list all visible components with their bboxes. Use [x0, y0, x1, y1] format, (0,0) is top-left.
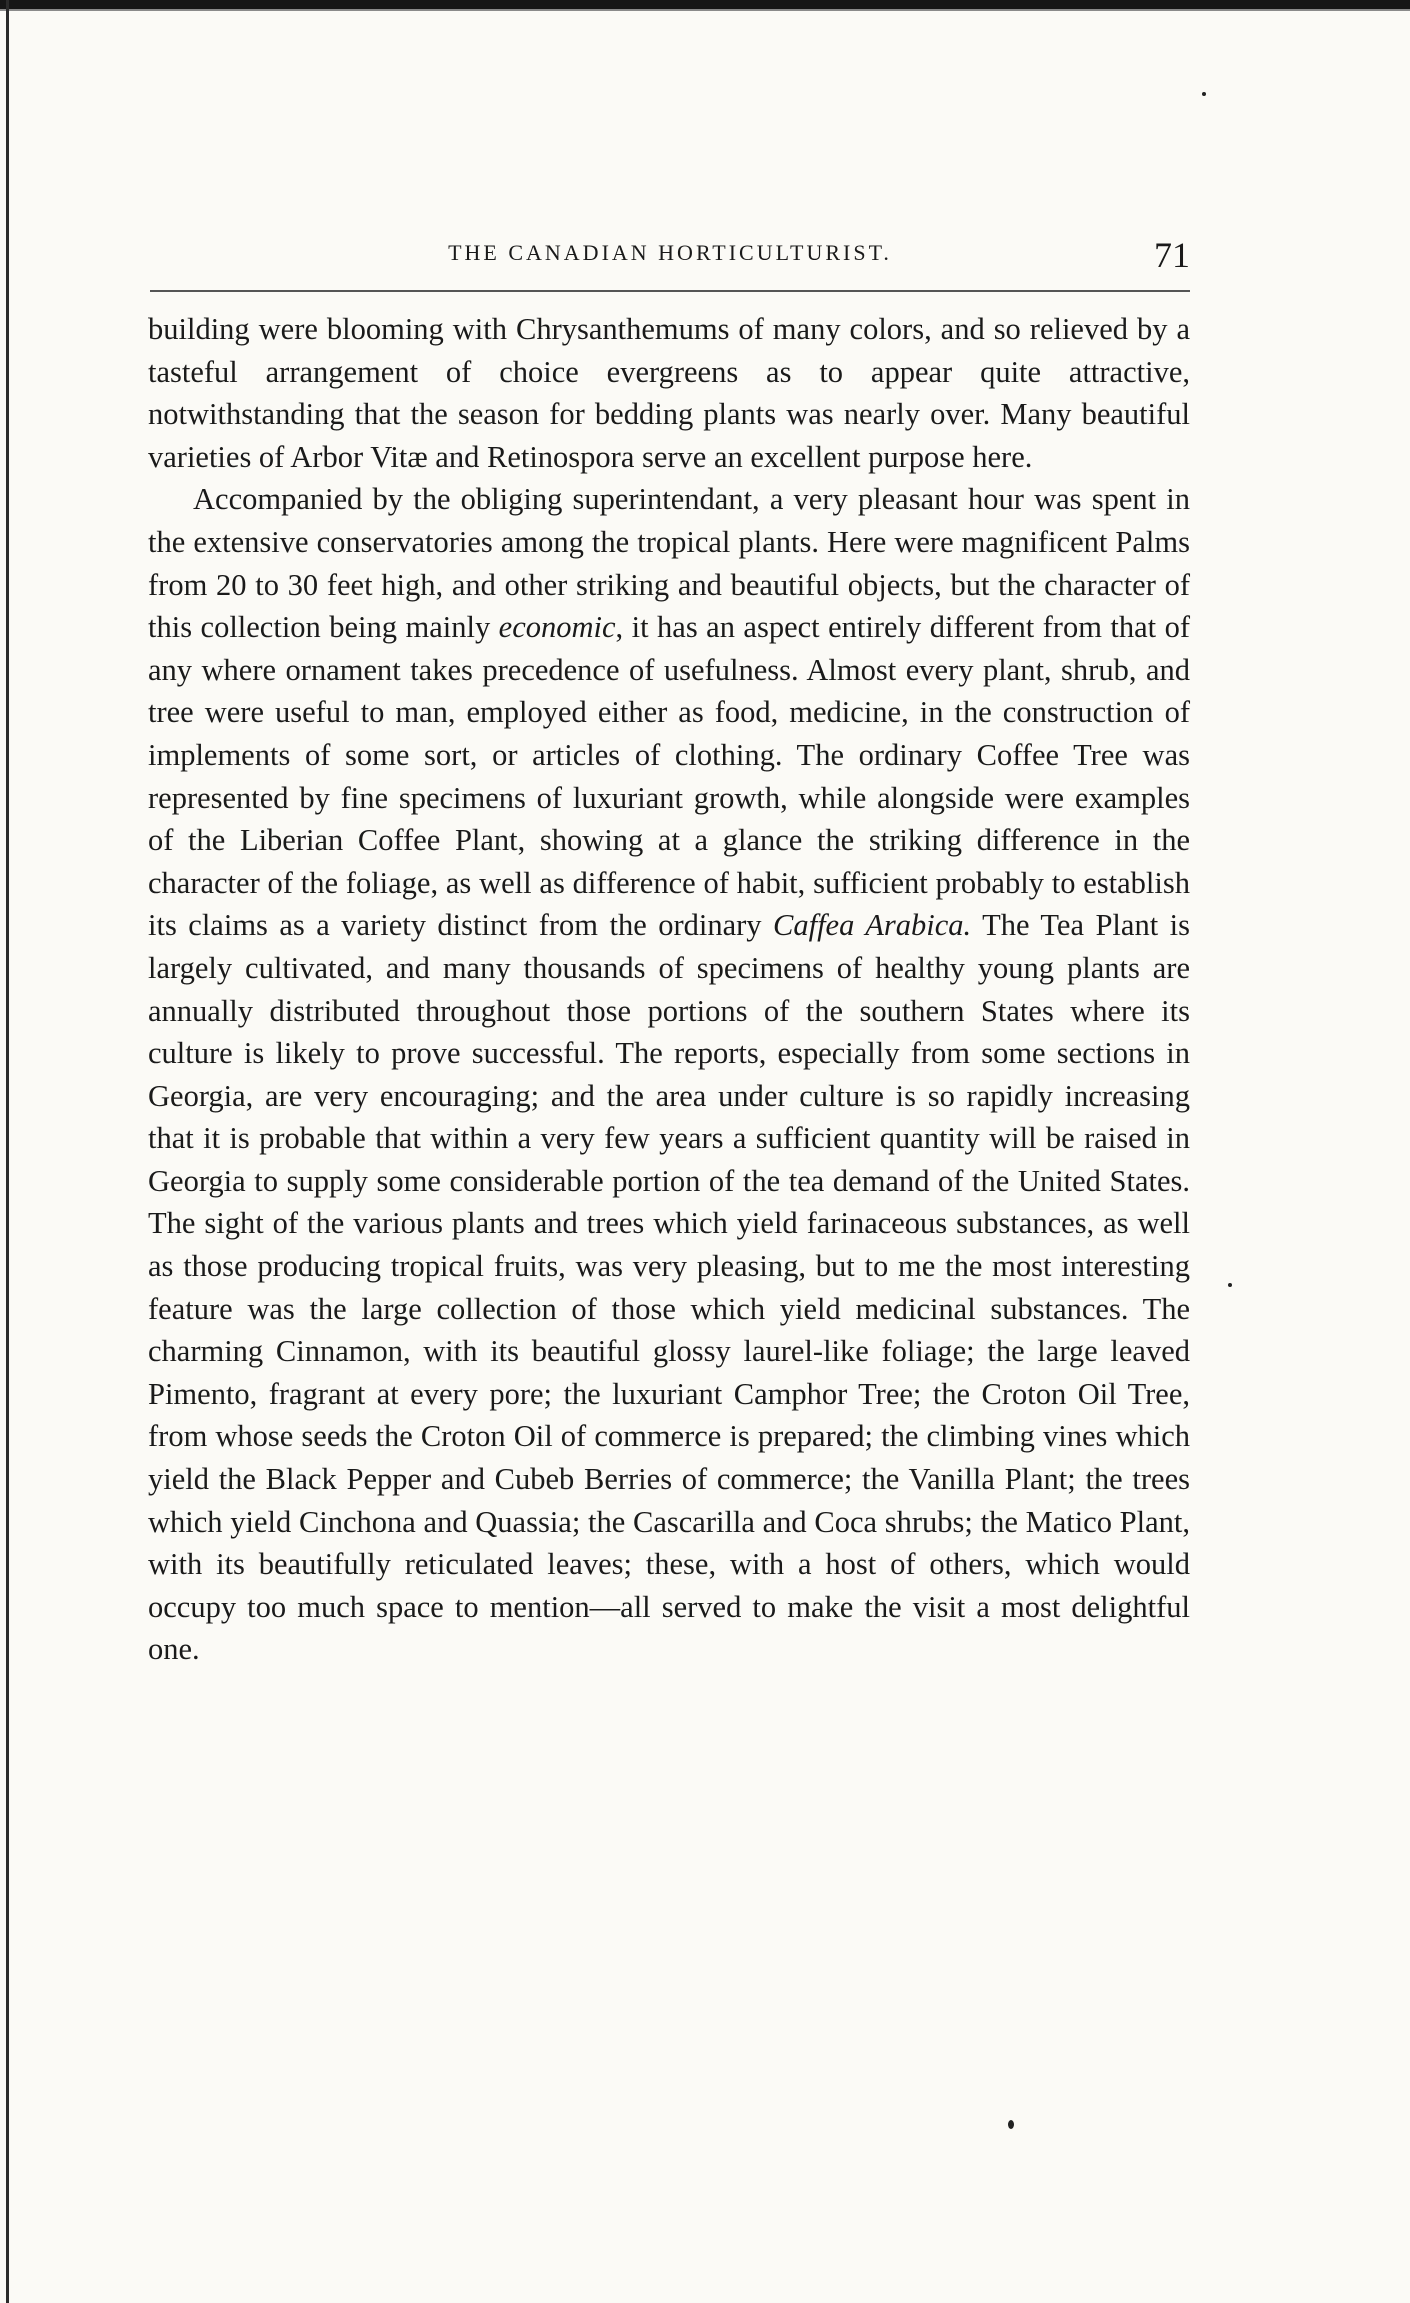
paragraph-2 — [148, 478, 1190, 1671]
running-title: THE CANADIAN HORTICULTURIST. — [448, 240, 892, 265]
ink-speck — [1202, 92, 1206, 96]
italic-economic: economic — [498, 610, 616, 645]
paragraph-2-part-1: Accompanied by the obliging superintendant, a very pleasant hour was spent in the extensive conservatories among the tropical plants. Here were magnificent Palms from 20 to 30 feet high, and other striking and beautiful objects, but the character of this collection being mainly — [148, 482, 1190, 645]
header-rule — [150, 290, 1190, 292]
page-number: 71 — [1154, 235, 1190, 275]
top-border-rule-thin — [0, 9, 1410, 11]
left-border-rule — [6, 0, 9, 2303]
ink-speck — [1228, 1283, 1232, 1287]
ink-speck — [1008, 2120, 1014, 2129]
italic-caffea-arabica: Caffea Arabica. — [773, 908, 972, 943]
top-border-rule — [0, 0, 1410, 9]
page-header — [150, 235, 1190, 280]
paragraph-1: building were blooming with Chrysanthemums of many colors, and so relieved by a tasteful arrangement of choice evergreens as to appear quite attractive, notwithstanding that the season for bedding plants was nearly over. Many beautiful varieties of Arbor Vitæ and Retinospora serve an excellent purpose here. — [148, 312, 1190, 474]
paragraph-2-part-2: , it has an aspect entirely different from that of any where ornament takes precedence of usefulness. Almost every plant, shrub, and tree were useful to man, employed either as food, medicine, in the construction of implements of some sort, or articles of clothing. The ordinary Coffee Tree was represented by fine specimens of luxuriant growth, while alongside were examples of the Liberian Coffee Plant, showing at a glance the striking difference in the character of the foliage, as well as difference of habit, sufficient probably to establish its claims as a variety distinct from the ordinary — [148, 610, 1191, 943]
body-text — [148, 308, 1190, 1671]
paragraph-2-part-3: The Tea Plant is largely cultivated, and many thousands of specimens of healthy young plants are annually distributed throughout those portions of the southern States where its culture is likely to prove successful. The reports, especially from some sections in Georgia, are very encouraging; and the area under culture is so rapidly increasing that it is probable that within a very few years a sufficient quantity will be raised in Georgia to supply some considerable portion of the tea demand of the United States. The sight of the various plants and trees which yield farinaceous substances, as well as those producing tropical fruits, was very pleasing, but to me the most interesting feature was the large collection of those which yield medicinal substances. The charming Cinnamon, with its beautiful glossy laurel-like foliage; the large leaved Pimento, fragrant at every pore; the luxuriant Camphor Tree; the Croton Oil Tree, from whose seeds the Croton Oil of commerce is prepared; the climbing vines which yield the Black Pepper and Cubeb Berries of commerce; the Vanilla Plant; the trees which yield Cinchona and Quassia; the Cascarilla and Coca shrubs; the Matico Plant, with its beautifully reticulated leaves; these, with a host of others, which would occupy too much space to mention—all served to make the visit a most delightful one. — [148, 908, 1190, 1667]
